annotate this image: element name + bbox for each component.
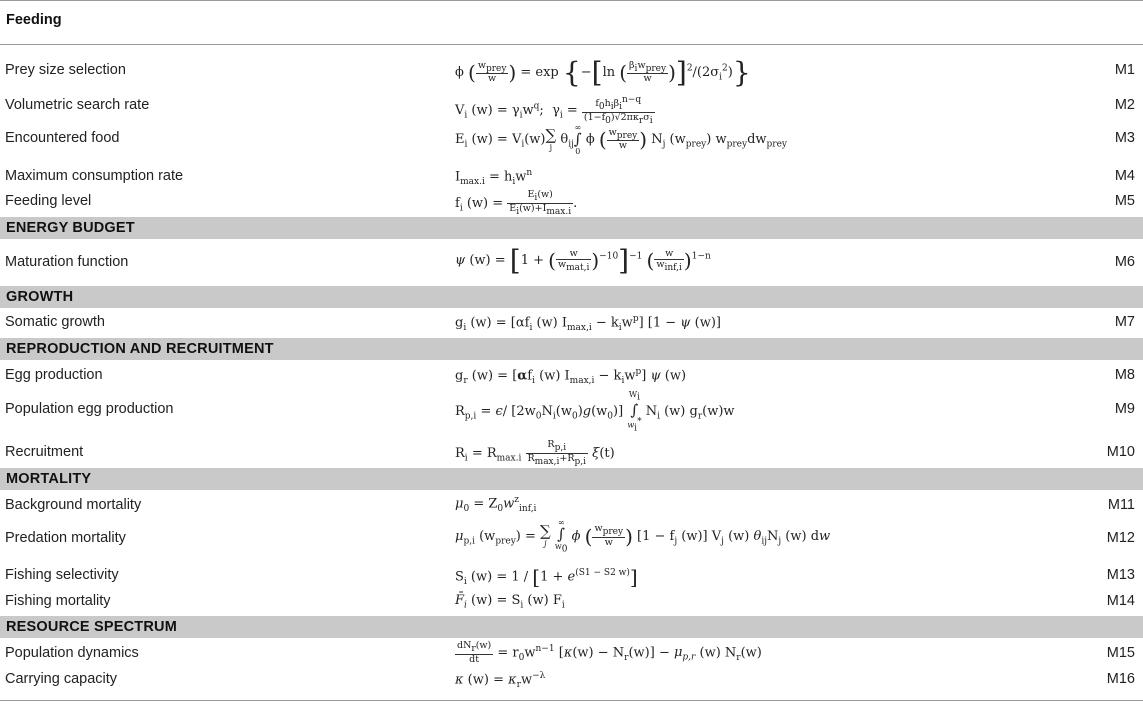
equation: $\frac{dN_r(w)}{dt}$ = $r_0w^{n-1}$ $[\kappa(w) - N_r(w)] - \mu_{p,r}$ (w) $N_r(w)$: [457, 640, 762, 665]
row-label: Fishing selectivity: [5, 567, 119, 583]
equation: ψ (w) = [1 + ( $\frac{w}{w_{mat,i}}$ )$^{-10}$]$^{-1}$ ( $\frac{w}{w_{inf,i}}$ )$^{1-n}$: [455, 244, 711, 277]
equation-code: M10: [1106, 444, 1135, 460]
section-title: GROWTH: [6, 289, 74, 305]
table-row: [0, 492, 1143, 518]
table-row: [0, 240, 1143, 286]
row-label: Somatic growth: [5, 314, 105, 330]
equation-code: M8: [1114, 367, 1135, 383]
table-row: [0, 518, 1143, 562]
section-heading: [0, 468, 1143, 490]
equation-code: M3: [1114, 130, 1135, 146]
row-label: Encountered food: [5, 130, 120, 146]
row-label: Volumetric search rate: [5, 97, 150, 113]
row-label: Feeding level: [5, 193, 92, 209]
equation-code: M16: [1106, 671, 1135, 687]
equation-code: M14: [1106, 593, 1135, 609]
table-row: [0, 362, 1143, 390]
table-row: [0, 563, 1143, 589]
section-heading: [0, 616, 1143, 638]
equation-code: M5: [1114, 193, 1135, 209]
equation-code: M6: [1114, 254, 1135, 270]
equation: $V_i$ $(w) = \gamma_iw^q$; $\gamma_i$ = $\frac{f_0h_i\beta_i^{n-q}}{(1-f_0)√2\pi\kappa_r\sigma_i}$: [455, 95, 653, 126]
table-row: [0, 640, 1143, 668]
table-row: [0, 310, 1143, 338]
row-label: Prey size selection: [5, 62, 126, 78]
equation-code: M1: [1114, 62, 1135, 78]
row-label: Recruitment: [5, 444, 84, 460]
equation-code: M9: [1114, 401, 1135, 417]
table-row: [0, 123, 1143, 165]
equation: $R_{p,i} = \epsilon/$ $[2w_0N_i(w_0)g(w_0)]$ $W_i$ ∫ $w_i^*$ $N_i$ (w) $g_r(w)w$: [455, 390, 735, 433]
equation: $I_{max.i} = h_iw^n$: [455, 168, 533, 187]
table-row: [0, 668, 1143, 694]
equation-code: M2: [1114, 97, 1135, 113]
equation-code: M4: [1114, 168, 1135, 184]
row-label: Population dynamics: [5, 645, 139, 661]
section-title: MORTALITY: [6, 471, 92, 487]
section-heading: [0, 286, 1143, 308]
section-heading: [0, 217, 1143, 239]
equation-code: M7: [1114, 314, 1135, 330]
table-row: [0, 590, 1143, 616]
table-row: [0, 438, 1143, 468]
section-title: RESOURCE SPECTRUM: [6, 619, 177, 635]
equation: $S_i$ $(w) = 1 / [1 + e^{(S1 - S2 w)}]$: [455, 565, 638, 589]
section-heading: [0, 338, 1143, 360]
section-title: ENERGY BUDGET: [6, 220, 135, 236]
equation: $g_r$ $(w) = [\alpha f_i$ (w) $I_{max,i} - k_iw^p$] ψ (w): [455, 367, 687, 386]
equation: ϕ ( $\frac{w_{prey}}{w}$ ) = exp {−[ln ( $\frac{\beta_iw_{prey}}{w}$ )]$^2/(2\sigma_i^2)$}: [455, 56, 751, 89]
row-label: Population egg production: [5, 401, 174, 417]
equation-code: M15: [1106, 645, 1135, 661]
table-row: [0, 95, 1143, 126]
section-title: REPRODUCTION AND RECRUITMENT: [6, 341, 274, 357]
equation-code: M13: [1106, 567, 1135, 583]
equation: $g_i$ $(w) = [\alpha f_i$ (w) $I_{max,i} - k_iw^p$] [1 − ψ (w)]: [455, 314, 721, 333]
table-top-rule: [0, 0, 1143, 1]
row-label: Maximum consumption rate: [5, 168, 184, 184]
table-row: [0, 190, 1143, 216]
table-row: [0, 166, 1143, 188]
header-rule: [0, 44, 1143, 45]
table-row: [0, 388, 1143, 432]
row-label: Egg production: [5, 367, 103, 383]
row-label: Predation mortality: [5, 530, 126, 546]
row-label: Background mortality: [5, 497, 142, 513]
equation: $E_i$ $(w) = V_i(w)$ ∑ j $\theta_{ij}\infty$ ∫ 0 ϕ ( $\frac{w_{prey}}{w}$ ) $N_j$ $(w_{prey})$ $w_{prey}dw_{prey}$: [455, 123, 787, 156]
equation: $R_i = R_{max.i}$ $\frac{R_{p,i}}{R_{max,i}+R_{p,i}}$ ξ(t): [455, 439, 615, 467]
table-header: Feeding: [6, 12, 62, 28]
equation: $f_i$ (w) = $\frac{E_i(w)}{E_i(w)+I_{max.i}}$ .: [455, 189, 578, 217]
table-row: [0, 48, 1143, 96]
equation-code: M12: [1106, 530, 1135, 546]
row-label: Fishing mortality: [5, 593, 111, 609]
equation: $\mu_{p,i}$ $(w_{prey})$ = ∑ j ∞ ∫ $w_0$ ϕ ( $\frac{w_{prey}}{w}$ ) [$1 - f_j$ (w)] $V_j$ (w) $\theta_{ij}N_j$ (w) dw: [455, 518, 831, 555]
equation: $\mu_0 = Z_0w^z_{inf,i}$: [455, 495, 537, 514]
equation-code: M11: [1107, 497, 1135, 513]
row-label: Maturation function: [5, 254, 129, 270]
table-bottom-rule: [0, 700, 1143, 701]
equation: κ $(w) = \kappa_rw^{-\lambda}$: [455, 671, 546, 690]
equation: $F̄_i$ $(w) = S_i$ (w) $F_i$: [455, 593, 565, 611]
row-label: Carrying capacity: [5, 671, 118, 687]
